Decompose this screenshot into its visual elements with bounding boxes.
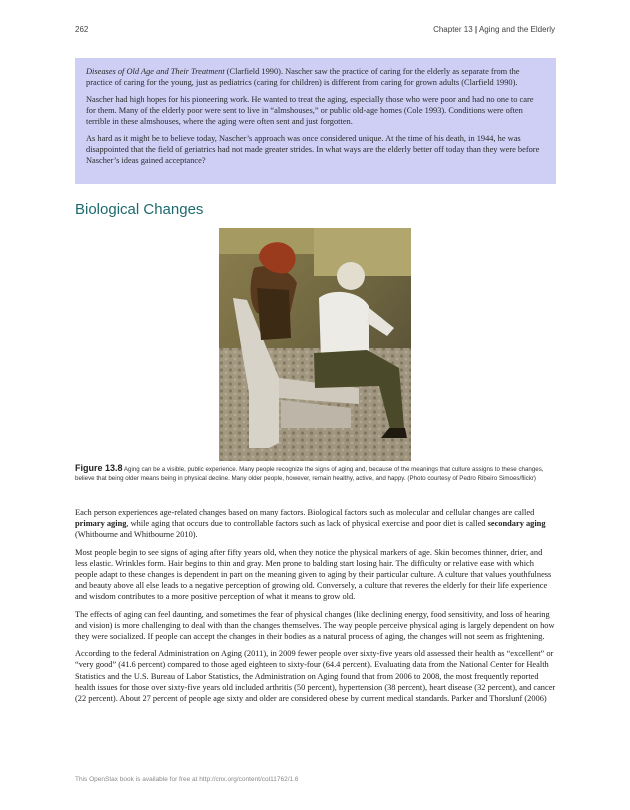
chapter-separator: |: [474, 25, 478, 34]
running-chapter-title: [433, 25, 555, 34]
page-number: 262: [75, 25, 89, 34]
feature-paragraph-1-text: (Clarfield 1990). Nascher saw the practice of caring for the elderly as separate from the practice of caring for the young, just as pediatrics (caring for children) is different from caring for grown adults (Clarfield 1990).: [86, 67, 520, 87]
figure-caption: [75, 464, 556, 483]
body-paragraph-1-b: , while aging that occurs due to controllable factors such as lack of physical exercise and poor diet is called: [126, 519, 488, 529]
term-secondary-aging: secondary aging: [487, 519, 546, 529]
elderly-couple-on-bench-photo: [219, 228, 411, 461]
book-title: Diseases of Old Age and Their Treatment: [86, 67, 225, 76]
body-text: [75, 507, 556, 710]
section-title: Biological Changes: [75, 201, 204, 218]
feature-paragraph-2: Nascher had high hopes for his pioneering work. He wanted to treat the aging, especially those who were poor and had no one to care for them. Many of the elderly poor were sent to live in “almshouses,” or public old-age homes (Cole 1993). Conditions were often terrible in these almshouses, where the aging were often sent and just forgotten.: [86, 95, 534, 126]
figure-label: Figure 13.8: [75, 463, 123, 473]
body-paragraph-2: Most people begin to see signs of aging after fifty years old, when they notice the physical markers of age. Skin becomes thinner, drier, and less elastic. Wrinkles form. Hair begins to thin and gray. Men prone to balding start losing hair. The difficulty or relative ease with which people adapt to these changes is dependent in part on the meaning given to aging by their particular culture. A culture that values youthfulness and beauty above all else leads to a negative perception of growing old. Conversely, a culture that reveres the elderly for their life experience and wisdom contributes to a more positive perception of what it means to grow old.: [75, 547, 552, 602]
feature-paragraph-3: As hard as it might be to believe today, Nascher’s approach was once considered unique. At the time of his death, in 1944, he was disappointed that the field of geriatrics had not made greater strides. In what ways are the elderly better off today than they were before Nascher’s ideas gained acceptance?: [86, 134, 540, 165]
chapter-number: Chapter 13: [433, 25, 473, 34]
body-paragraph-1: [75, 507, 556, 541]
figure-photo: [219, 228, 411, 461]
feature-paragraph-1: [86, 66, 545, 88]
body-paragraph-1-c: (Whitbourne and Whitbourne 2010).: [75, 530, 198, 540]
term-primary-aging: primary aging: [75, 519, 127, 529]
body-paragraph-3: The effects of aging can feel daunting, and sometimes the fear of physical changes (like declining energy, food sensitivity, and loss of hearing and vision) is more challenging to deal with than the changes themselves. The way people perceive physical aging is largely dependent on how they were socialized. If people can accept the changes in their bodies as a natural process of aging, the changes will not seem as frightening.: [75, 609, 555, 642]
feature-box: [75, 58, 556, 184]
chapter-title: Aging and the Elderly: [478, 25, 555, 34]
body-paragraph-1-a: Each person experiences age-related changes based on many factors. Biological factors such as molecular and cellular changes are called: [75, 508, 535, 517]
body-paragraph-4: According to the federal Administration on Aging (2011), in 2009 fewer people over sixty-five years old assessed their health as “excellent” or “very good” (41.6 percent) compared to those aged eighteen to sixty-four (64.4 percent). Evaluating data from the National Center for Health Statistics and the U.S. Bureau of Labor Statistics, the Administration on Aging found that from 2006 to 2008, the most frequently reported health issues for those over sixty-five years old included arthritis (50 percent), hypertension (38 percent), heart disease (32 percent), and cancer (22 percent). About 27 percent of people age sixty and older are considered obese by current medical standards. Parker and Thorslunf (2006): [75, 649, 556, 704]
page-footer: This OpenStax book is available for free at http://cnx.org/content/col11762/1.6: [75, 776, 299, 783]
figure-caption-text: Aging can be a visible, public experience. Many people recognize the signs of aging and, because of the meanings that culture assigns to these changes, believe that being older means being in physical decline. Many older people, however, remain healthy, active, and happy. (Photo courtesy of Pedro Ribeiro Simoes/flickr): [75, 466, 544, 482]
